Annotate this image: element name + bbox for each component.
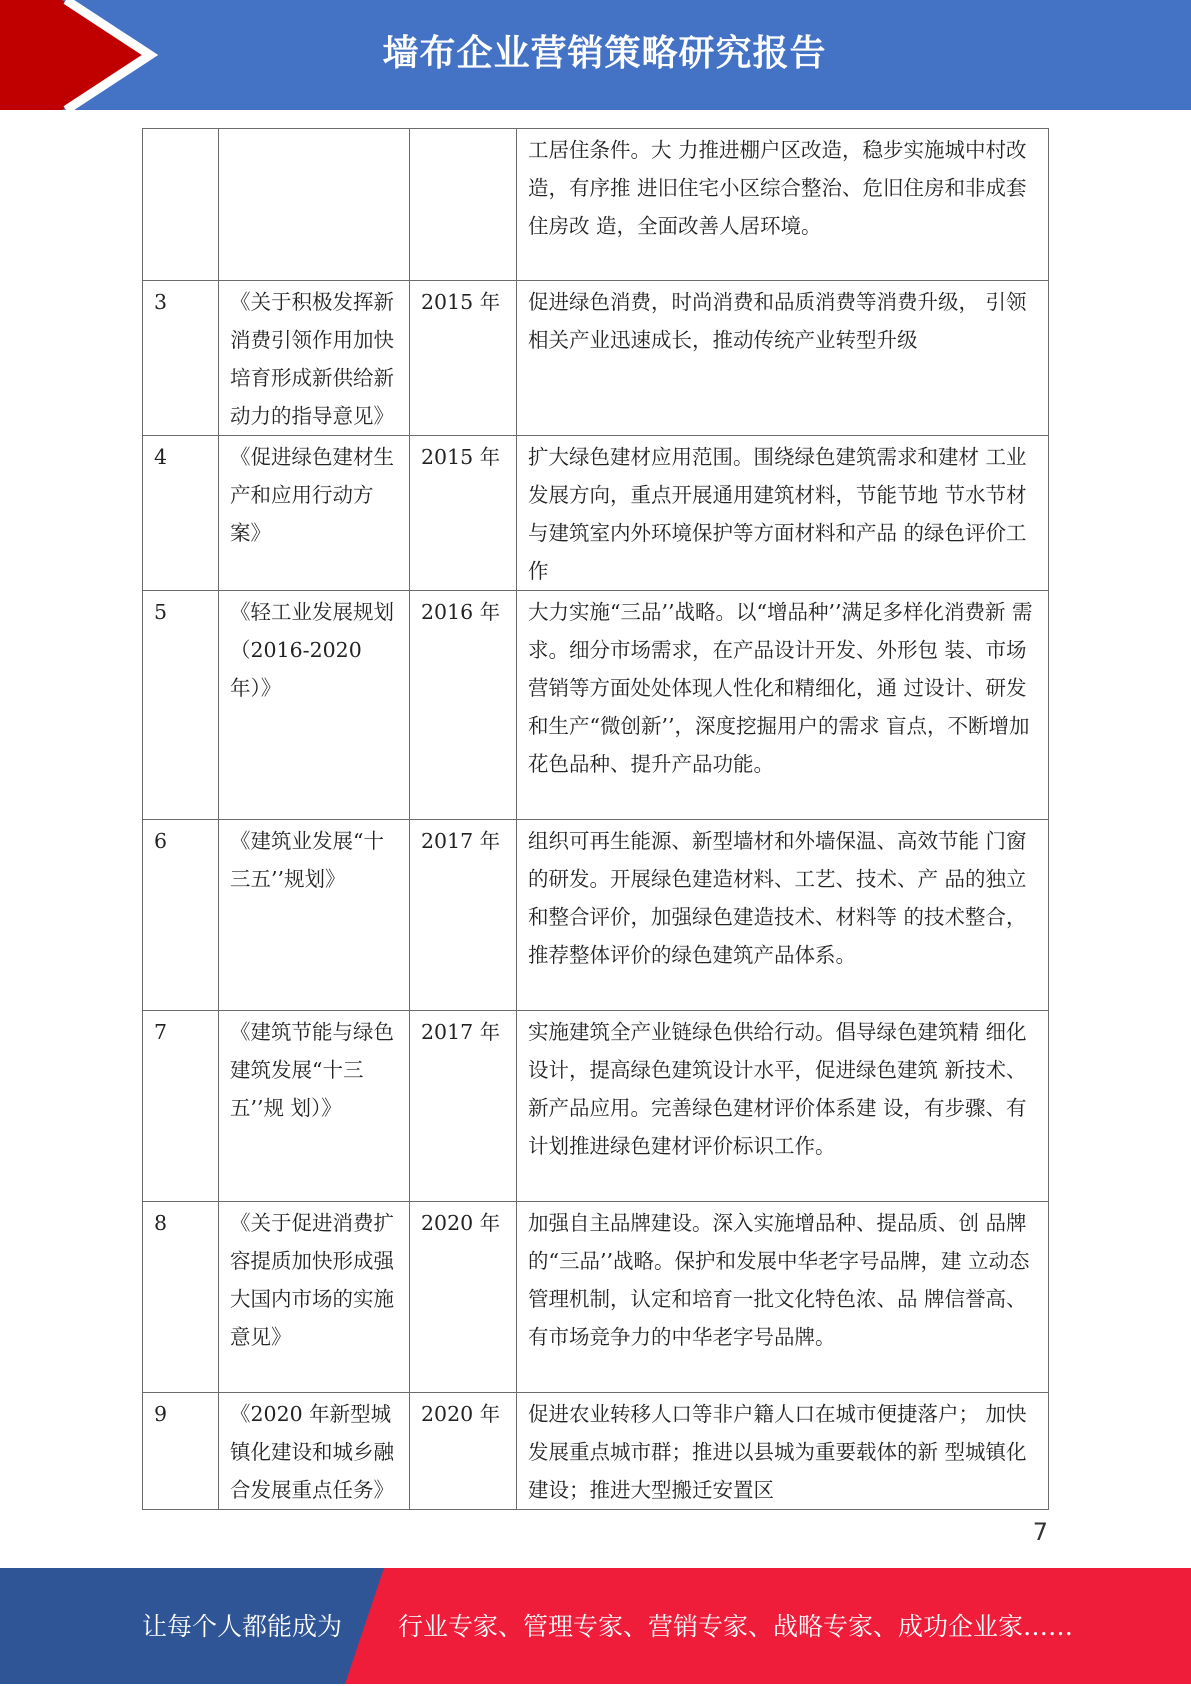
cell-year: 2016 年 [410,591,517,820]
cell-number: 7 [143,1011,219,1202]
page-footer [0,1568,1191,1684]
cell-policy-title: 《促进绿色建材生产和应用行动方案》 [219,436,410,591]
cell-number [143,129,219,281]
table-row [143,1393,1049,1510]
report-title: 墙布企业营销策略研究报告 [382,33,827,74]
cell-policy-title: 《轻工业发展规划（2016-2020 年）》 [219,591,410,820]
cell-content: 实施建筑全产业链绿色供给行动。倡导绿色建筑精 细化设计，提高绿色建筑设计水平，促进绿色建筑 新技术、新产品应用。完善绿色建材评价体系建 设，有步骤、有计划推进绿色建材评价标识工作。 [517,1011,1049,1202]
table-row [143,1011,1049,1202]
table-row [143,820,1049,1011]
cell-policy-title: 《2020 年新型城镇化建设和城乡融合发展重点任务》 [219,1393,410,1510]
cell-year: 2017 年 [410,820,517,1011]
footer-slogan-right: 行业专家、管理专家、营销专家、战略专家、成功企业家…… [398,1612,1074,1641]
cell-number: 9 [143,1393,219,1510]
cell-year: 2020 年 [410,1393,517,1510]
cell-number: 3 [143,281,219,436]
cell-year: 2015 年 [410,281,517,436]
cell-number: 4 [143,436,219,591]
cell-policy-title [219,129,410,281]
cell-content: 扩大绿色建材应用范围。围绕绿色建筑需求和建材 工业发展方向，重点开展通用建筑材料，节能节地 节水节材与建筑室内外环境保护等方面材料和产品 的绿色评价工作 [517,436,1049,591]
policy-table [142,128,1049,1510]
cell-policy-title: 《建筑节能与绿色建筑发展“十三五’’规 划）》 [219,1011,410,1202]
table-row [143,281,1049,436]
cell-content: 大力实施“三品’’战略。以“增品种’’满足多样化消费新 需求。细分市场需求，在产品设计开发、外形包 装、市场营销等方面处处体现人性化和精细化，通 过设计、研发和生产“微创新’’，深度挖掘用户的需求 盲点，不断增加花色品种、提升产品功能。 [517,591,1049,820]
cell-policy-title: 《建筑业发展“十三五’’规划》 [219,820,410,1011]
cell-number: 5 [143,591,219,820]
cell-number: 8 [143,1202,219,1393]
table-row [143,591,1049,820]
cell-year: 2017 年 [410,1011,517,1202]
cell-number: 6 [143,820,219,1011]
cell-content: 加强自主品牌建设。深入实施增品种、提品质、创 品牌的“三品’’战略。保护和发展中华老字号品牌，建 立动态管理机制，认定和培育一批文化特色浓、品 牌信誉高、有市场竞争力的中华老字号品牌。 [517,1202,1049,1393]
cell-year: 2020 年 [410,1202,517,1393]
page-number: 7 [1032,1518,1048,1546]
footer-slogan-left: 让每个人都能成为 [142,1612,343,1641]
cell-policy-title: 《关于促进消费扩容提质加快形成强大国内市场的实施意见》 [219,1202,410,1393]
cell-content: 工居住条件。大 力推进棚户区改造，稳步实施城中村改造，有序推 进旧住宅小区综合整治、危旧住房和非成套住房改 造，全面改善人居环境。 [517,129,1049,281]
cell-year: 2015 年 [410,436,517,591]
page-header [0,0,1191,110]
table-row [143,436,1049,591]
cell-content: 促进农业转移人口等非户籍人口在城市便捷落户； 加快发展重点城市群；推进以县城为重要载体的新 型城镇化建设；推进大型搬迁安置区 [517,1393,1049,1510]
cell-year [410,129,517,281]
table-row [143,1202,1049,1393]
cell-content: 组织可再生能源、新型墙材和外墙保温、高效节能 门窗的研发。开展绿色建造材料、工艺、技术、产 品的独立和整合评价，加强绿色建造技术、材料等 的技术整合，推荐整体评价的绿色建筑产品体系。 [517,820,1049,1011]
cell-content: 促进绿色消费，时尚消费和品质消费等消费升级， 引领相关产业迅速成长，推动传统产业转型升级 [517,281,1049,436]
table-row [143,129,1049,281]
cell-policy-title: 《关于积极发挥新消费引领作用加快培育形成新供给新动力的指导意见》 [219,281,410,436]
